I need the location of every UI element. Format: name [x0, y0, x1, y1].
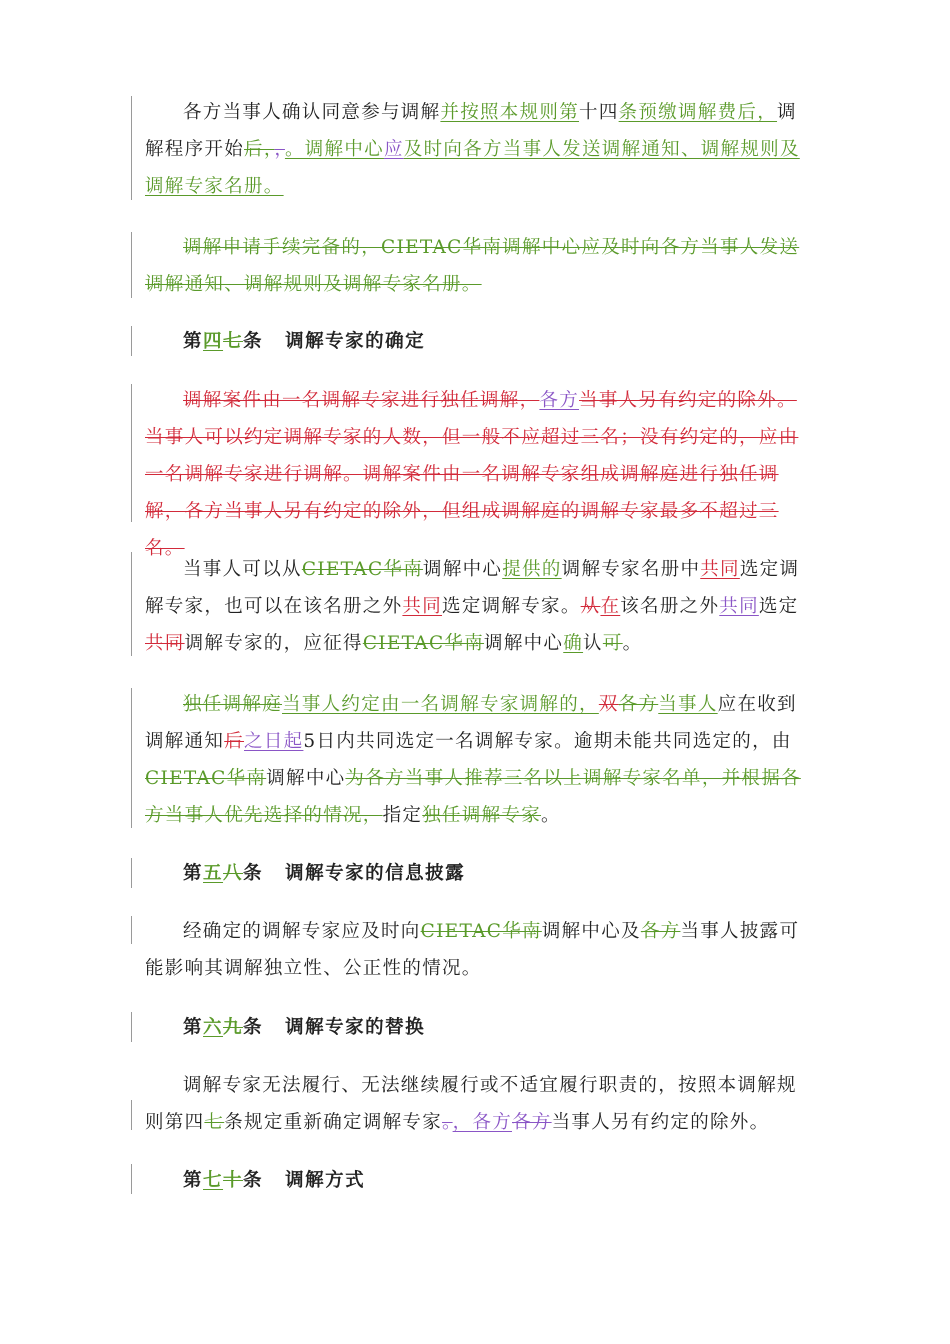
- change-bar: [131, 688, 132, 828]
- inserted-text: 共同: [402, 596, 443, 617]
- heading-suffix: 条: [243, 1170, 264, 1191]
- inserted-text: ，各方: [452, 1112, 512, 1133]
- deleted-text: 双: [598, 694, 619, 715]
- text-run: 调解中心: [266, 768, 346, 789]
- text-run: 调解专家无法履行、无法继续履行或不适宜履行职责的，按照本调解规则第四: [145, 1075, 797, 1133]
- text-run: 当事人另有约定的除外。: [551, 1112, 770, 1133]
- deleted-text: 后，: [244, 139, 275, 160]
- heading-prefix: 第: [183, 863, 204, 884]
- inserted-text: 及时向各方当事人发送调解通知、调解规则及调解专家名册。: [145, 139, 800, 197]
- deleted-text: 各方: [512, 1112, 552, 1133]
- inserted-text: 各方: [539, 390, 580, 411]
- text-run: 5日内共同选定一名调解专家。逾期未能共同选定的，由: [303, 731, 792, 752]
- inserted-text: 当事人: [658, 694, 718, 715]
- article-heading-5: [183, 855, 465, 892]
- inserted-text: 并按照本规则第: [440, 102, 580, 123]
- deleted-text: 各方: [640, 921, 681, 942]
- change-bar: [131, 1100, 132, 1130]
- text-run: 选定调解专家。: [442, 596, 581, 617]
- deleted-text: 独任调解专家: [422, 805, 542, 826]
- inserted-text: 共同: [719, 596, 759, 617]
- deleted-text: 七: [204, 1112, 225, 1133]
- change-bar: [131, 232, 132, 298]
- text-run: 调解专家名册中: [561, 559, 701, 580]
- heading-title: 调解专家的信息披露: [285, 863, 466, 884]
- inserted-text: 应: [383, 139, 404, 160]
- article-heading-7: [183, 1162, 365, 1199]
- text-run: 调解专家的，应征得: [184, 633, 363, 654]
- text-run: 调解中心及: [541, 921, 641, 942]
- inserted-text: 之日起: [244, 731, 304, 752]
- text-run: 条规定重新确定调解专家: [224, 1112, 443, 1133]
- text-run: 。: [541, 805, 561, 826]
- change-bar: [131, 96, 132, 200]
- text-run: 该名册之外: [620, 596, 720, 617]
- heading-prefix: 第: [183, 331, 204, 352]
- heading-title: 调解方式: [285, 1170, 366, 1191]
- deleted-text: 九: [223, 1017, 244, 1038]
- deleted-text: 十: [223, 1170, 244, 1191]
- change-bar: [131, 1012, 132, 1042]
- heading-suffix: 条: [243, 331, 264, 352]
- inserted-text: 共同: [700, 559, 740, 580]
- inserted-text: 。调解中心: [284, 139, 384, 160]
- change-bar: [131, 858, 132, 888]
- paragraph-disclosure: [145, 913, 810, 987]
- inserted-text: 六: [203, 1017, 224, 1038]
- deleted-text: 独任调解庭: [183, 694, 283, 715]
- deleted-text: 共同: [145, 633, 185, 654]
- text-run: 各方当事人确认同意参与调解: [183, 102, 441, 123]
- inserted-text: 条预缴调解费后，: [618, 102, 778, 123]
- deleted-text: 当事人可以约定调解专家的人数，但一般不应超过三名；没有约定的，应由一名调解专家进行调解。调解案件由一名调解专家组成调解庭进行独任调解，各方当事人另有约定的除外，但组成调解庭的调解专家最多不超过三名。: [145, 427, 799, 559]
- deleted-text: 从: [580, 596, 601, 617]
- change-bar: [131, 384, 132, 522]
- text-run: 选定调解专家，也可以在该名册之外: [145, 559, 800, 617]
- deleted-text: 八: [223, 863, 244, 884]
- deleted-text: 各方: [618, 694, 659, 715]
- text-run: 认: [583, 633, 603, 654]
- deleted-text: 调解申请手续完备的，CIETAC华南调解中心应及时向各方当事人发送调解通知、调解规则及调解专家名册。: [145, 237, 800, 295]
- text-run: 指定: [382, 805, 423, 826]
- text-run: 调解程序开始: [145, 102, 797, 160]
- article-heading-6: [183, 1009, 425, 1046]
- paragraph-sole-mediator: [145, 382, 810, 567]
- deleted-text: ，: [274, 139, 285, 160]
- deleted-text: CIETAC华南: [362, 633, 485, 654]
- paragraph-select-mediator: [145, 551, 810, 662]
- inserted-text: 提供的: [502, 559, 562, 580]
- deleted-text: 后: [224, 731, 245, 752]
- deleted-text: CIETAC华南: [420, 921, 542, 942]
- inserted-text: 在: [600, 596, 621, 617]
- heading-title: 调解专家的确定: [285, 331, 426, 352]
- text-run: 当事人披露可能影响其调解独立性、公正性的情况。: [145, 921, 800, 979]
- heading-prefix: 第: [183, 1170, 204, 1191]
- text-run: 。: [622, 633, 643, 654]
- deleted-text: CIETAC华南: [301, 559, 424, 580]
- deleted-text: 。: [442, 1112, 453, 1133]
- heading-suffix: 条: [243, 1017, 264, 1038]
- paragraph-replacement: [145, 1067, 810, 1141]
- change-bar: [131, 1164, 132, 1194]
- paragraph-mediation-start: [145, 94, 810, 205]
- deleted-text: 调解案件由一名调解专家进行独任调解，: [183, 390, 540, 411]
- heading-title: 调解专家的替换: [285, 1017, 426, 1038]
- text-run: 调解中心: [423, 559, 503, 580]
- paragraph-deleted-application: [145, 229, 810, 303]
- text-run: 十四: [579, 102, 619, 123]
- text-run: 调解中心: [484, 633, 564, 654]
- deleted-text: 为各方当事人推荐三名以上调解专家名单，并根据各方当事人优先选择的情况，: [145, 768, 801, 826]
- deleted-text: 七: [223, 331, 244, 352]
- text-run: 当事人可以从: [183, 559, 302, 580]
- change-bar: [131, 552, 132, 656]
- inserted-text: 五: [203, 863, 224, 884]
- article-heading-4: [183, 323, 425, 360]
- text-run: 经确定的调解专家应及时向: [183, 921, 421, 942]
- deleted-text: 可: [602, 633, 623, 654]
- text-run: 选定: [758, 596, 799, 617]
- inserted-text: 四: [203, 331, 224, 352]
- heading-prefix: 第: [183, 1017, 204, 1038]
- paragraph-appointment-deadline: [145, 686, 810, 834]
- deleted-text: 当事人另有约定的除外。: [579, 390, 797, 411]
- inserted-text: 确: [563, 633, 584, 654]
- text-run: 应在收到调解通知: [145, 694, 797, 752]
- inserted-text: 当事人约定由一名调解专家调解的，: [282, 694, 599, 715]
- heading-suffix: 条: [243, 863, 264, 884]
- change-bar: [131, 916, 132, 944]
- deleted-text: CIETAC华南: [145, 768, 267, 789]
- change-bar: [131, 326, 132, 356]
- inserted-text: 七: [203, 1170, 224, 1191]
